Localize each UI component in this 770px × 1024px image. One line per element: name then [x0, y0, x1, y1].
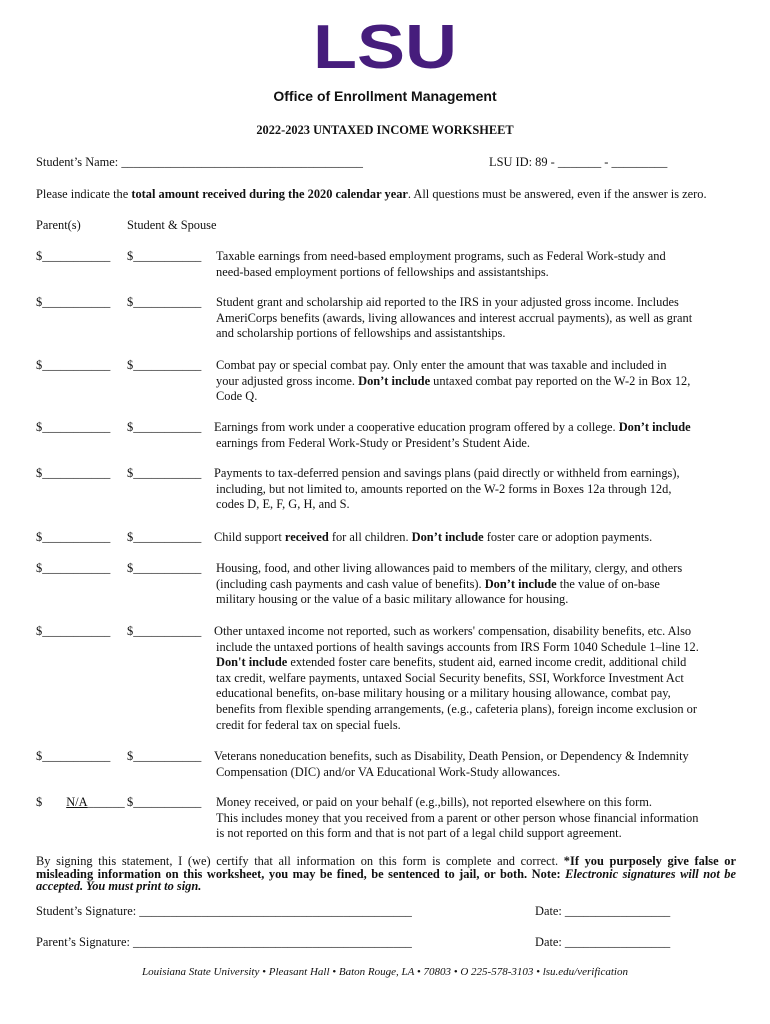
student-date-field[interactable]: Date: _________________ — [535, 904, 671, 918]
item-description: Taxable earnings from need-based employment programs, such as Federal Work-study and need-based employment portions of fellowships and assistantships. — [216, 249, 666, 279]
student-amount-field[interactable]: $___________ — [127, 295, 202, 309]
student-amount-field[interactable]: $___________ — [127, 420, 202, 434]
student-signature-field[interactable]: Student’s Signature: ____________________________________________ — [36, 904, 412, 918]
footer-address: Louisiana State University • Pleasant Hall • Baton Rouge, LA • 70803 • O 225-578-3103 • lsu.edu/verification — [142, 966, 628, 978]
column-header-student: Student & Spouse — [127, 218, 217, 232]
parent-amount-field[interactable]: $___________ — [36, 749, 111, 763]
item-description: Payments to tax-deferred pension and savings plans (paid directly or withheld from earnings), including, but not limited to, amounts reported on the W-2 forms in Boxes 12a through 12d, codes D, E, F, G, H, and S. — [214, 466, 680, 512]
item-description: Housing, food, and other living allowances paid to members of the military, clergy, and others (including cash payments and cash value of benefits). Don’t include the value of on-base military housing or the value of a basic military allowance for housing. — [216, 561, 683, 607]
item-description: Child support received for all children. Don’t include foster care or adoption payments. — [214, 530, 653, 544]
item-description: Combat pay or special combat pay. Only enter the amount that was taxable and included in your adjusted gross income. Don’t include untaxed combat pay reported on the W-2 in Box 12, Code Q. — [216, 358, 691, 404]
parent-amount-field[interactable]: $___________ — [36, 358, 111, 372]
lsu-logo — [312, 22, 458, 72]
certification-statement: By signing this statement, I (we) certify that all information on this form is complete and correct. *If you purposely give false or misleading information on this worksheet, you may be fined, be sentenced to jail, or both. Note: Electronic signatures will not be accepted. You must print to sign. — [36, 854, 736, 894]
lsu-logo-text: LSU — [313, 22, 457, 72]
worksheet-title: 2022-2023 UNTAXED INCOME WORKSHEET — [256, 123, 514, 137]
instructions: Please indicate the total amount received during the 2020 calendar year. All questions must be answered, even if the answer is zero. — [36, 187, 707, 201]
office-title: Office of Enrollment Management — [273, 88, 497, 104]
column-header-parents: Parent(s) — [36, 218, 81, 232]
parent-amount-field[interactable]: $___________ — [36, 420, 111, 434]
parent-signature-field[interactable]: Parent’s Signature: _____________________________________________ — [36, 935, 412, 949]
parent-amount-field[interactable]: $___________ — [36, 530, 111, 544]
parent-amount-field[interactable]: $___________ — [36, 249, 111, 263]
item-description: Earnings from work under a cooperative education program offered by a college. Don’t include earnings from Federal Work-Study or President’s Student Aide. — [214, 420, 691, 450]
parent-amount-field[interactable]: $___________ — [36, 624, 111, 638]
parent-amount-field[interactable]: $___________ — [36, 295, 111, 309]
item-description: Other untaxed income not reported, such as workers' compensation, disability benefits, etc. Also include the untaxed portions of health savings accounts from IRS Form 1040 Schedule 1–line 12. Don't include extended foster care benefits, student aid, earned income credit, additional child tax credit, welfare payments, untaxed Social Security benefits, SSI, Workforce Investment Act educational benefits, on-base military housing or a military housing allowance, combat pay, benefits from flexible spending arrangements, (e.g., cafeteria plans), foreign income exclusion or credit for federal tax on special fuels. — [214, 624, 699, 732]
student-amount-field[interactable]: $___________ — [127, 795, 202, 809]
student-name-field[interactable]: Student’s Name: _______________________________________ — [36, 155, 363, 169]
item-description: Veterans noneducation benefits, such as Disability, Death Pension, or Dependency & Indemnity Compensation (DIC) and/or VA Educational Work-Study allowances. — [214, 749, 689, 779]
student-amount-field[interactable]: $___________ — [127, 624, 202, 638]
student-amount-field[interactable]: $___________ — [127, 749, 202, 763]
student-amount-field[interactable]: $___________ — [127, 466, 202, 480]
parent-amount-field[interactable]: $ N/A______ — [36, 795, 125, 809]
student-amount-field[interactable]: $___________ — [127, 530, 202, 544]
student-amount-field[interactable]: $___________ — [127, 358, 202, 372]
parent-amount-field[interactable]: $___________ — [36, 561, 111, 575]
parent-amount-field[interactable]: $___________ — [36, 466, 111, 480]
parent-date-field[interactable]: Date: _________________ — [535, 935, 671, 949]
lsu-id-field[interactable]: LSU ID: 89 - _______ - _________ — [489, 155, 668, 169]
student-amount-field[interactable]: $___________ — [127, 249, 202, 263]
item-description: Student grant and scholarship aid reported to the IRS in your adjusted gross income. Includes AmeriCorps benefits (awards, living allowances and interest accrual payments), as well as grant and scholarship portions of fellowships and assistantships. — [216, 295, 693, 341]
student-amount-field[interactable]: $___________ — [127, 561, 202, 575]
item-description: Money received, or paid on your behalf (e.g.,bills), not reported elsewhere on this form. This includes money that you received from a parent or other person whose financial information is not reported on this form and that is not part of a legal child support agreement. — [216, 795, 699, 841]
